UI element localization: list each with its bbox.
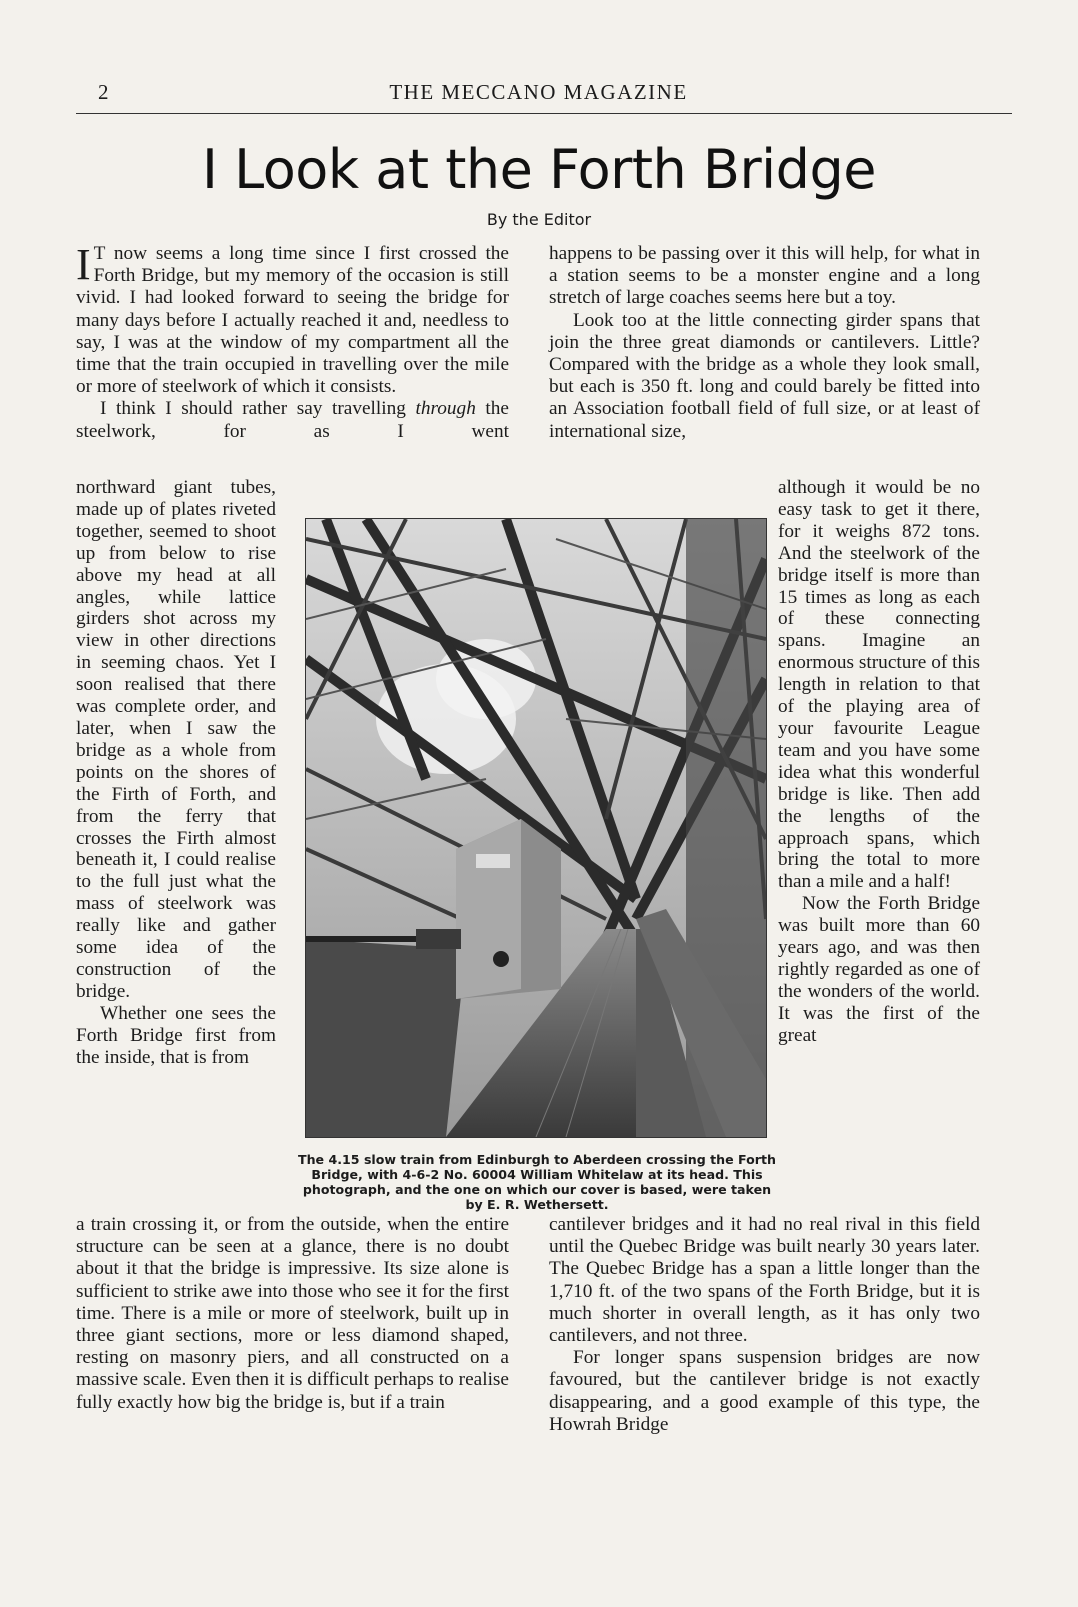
paragraph: Now the Forth Bridge was built more than 60 years ago, and was then rightly regarded as one of the wonders of the world. It was the first of the great	[778, 893, 980, 1046]
right-column-narrow	[778, 477, 980, 1047]
paragraph-text: T now seems a long time since I first crossed the Forth Bridge, but my memory of the occasion is still vivid. I had looked forward to seeing the bridge for many days before I actually reached it and, needless to say, I was at the window of my compartment all the time that the train occupied in travelling over the mile or more of steelwork of which it consists.	[76, 243, 509, 398]
left-column-bottom	[76, 1214, 509, 1414]
paragraph: happens to be passing over it this will help, for what in a station seems to be a monster engine and a long stretch of large coaches seems here but a toy.	[549, 243, 980, 309]
paragraph-text: I think I should rather say travelling	[100, 398, 406, 420]
byline: By the Editor	[486, 210, 592, 229]
italic-word: through	[415, 398, 476, 420]
paragraph: although it would be no easy task to get it there, for it weighs 872 tons. And the steelwork of the bridge itself is more than 15 times as long as each of these connecting spans. Imagine an enormous structure of this length in relation to that of the playing area of your favourite League team and you have some idea what this wonderful bridge is like. Then add the lengths of the approach spans, which bring the total to more than a mile and a half!	[778, 477, 980, 893]
photo-caption: The 4.15 slow train from Edinburgh to Aberdeen crossing the Forth Bridge, with 4-6-2 No. 60004 William Whitelaw at its head. This photograph, and the one on which our cover is based, were taken by E. R. Wethersett.	[298, 1152, 776, 1212]
paragraph	[76, 398, 509, 442]
paragraph: a train crossing it, or from the outside, when the entire structure can be seen at a glance, there is no doubt about it that the bridge is impressive. Its size alone is sufficient to strike awe into those who see it for the first time. There is a mile or more of steelwork, built up in three giant sections, more or less diamond shaped, resting on masonry piers, and all constructed on a massive scale. Even then it is difficult perhaps to realise fully exactly how big the bridge is, but if a train	[76, 1214, 509, 1413]
page-number: 2	[98, 80, 109, 104]
magazine-name: THE MECCANO MAGAZINE	[389, 80, 688, 104]
paragraph: cantilever bridges and it had no real rival in this field until the Quebec Bridge was built nearly 30 years later. The Quebec Bridge has a span a little longer than the 1,710 ft. of the two spans of the Forth Bridge, but it is much shorter in overall length, as it has only two cantilevers, and not three.	[549, 1214, 980, 1347]
drop-cap: I	[76, 240, 91, 289]
left-column-top	[76, 240, 509, 443]
page-header	[76, 78, 1001, 108]
paragraph-text: the steelwork, for as I went	[76, 398, 509, 442]
paragraph: northward giant tubes, made up of plates riveted together, seemed to shoot up from below to rise above my head at all angles, while lattice girders shot across my view in other directions in seeming chaos. Yet I soon realised that there was complete order, and later, when I saw the bridge as a whole from points on the shores of the Firth of Forth, and from the ferry that crosses the Firth almost beneath it, I could realise to the full just what the mass of steelwork was really like and gather some idea of the construction of the bridge.	[76, 477, 276, 1002]
paragraph: Whether one sees the Forth Bridge first from the inside, that is from	[76, 1002, 276, 1068]
article-title: I Look at the Forth Bridge	[202, 138, 876, 201]
header-rule	[76, 113, 1012, 114]
paragraph	[76, 240, 509, 398]
bridge-photograph	[305, 518, 767, 1138]
bridge-photo-illustration	[306, 519, 766, 1137]
right-column-top	[549, 243, 980, 443]
paragraph: For longer spans suspension bridges are now favoured, but the cantilever bridge is not exactly disappearing, and a good example of this type, the Howrah Bridge	[549, 1347, 980, 1435]
right-column-bottom	[549, 1214, 980, 1436]
left-column-narrow	[76, 477, 276, 1068]
paragraph: Look too at the little connecting girder spans that join the three great diamonds or cantilevers. Little? Compared with the bridge as a whole they look small, but each is 350 ft. long and could barely be fitted into an Association football field of full size, or at least of international size,	[549, 309, 980, 442]
